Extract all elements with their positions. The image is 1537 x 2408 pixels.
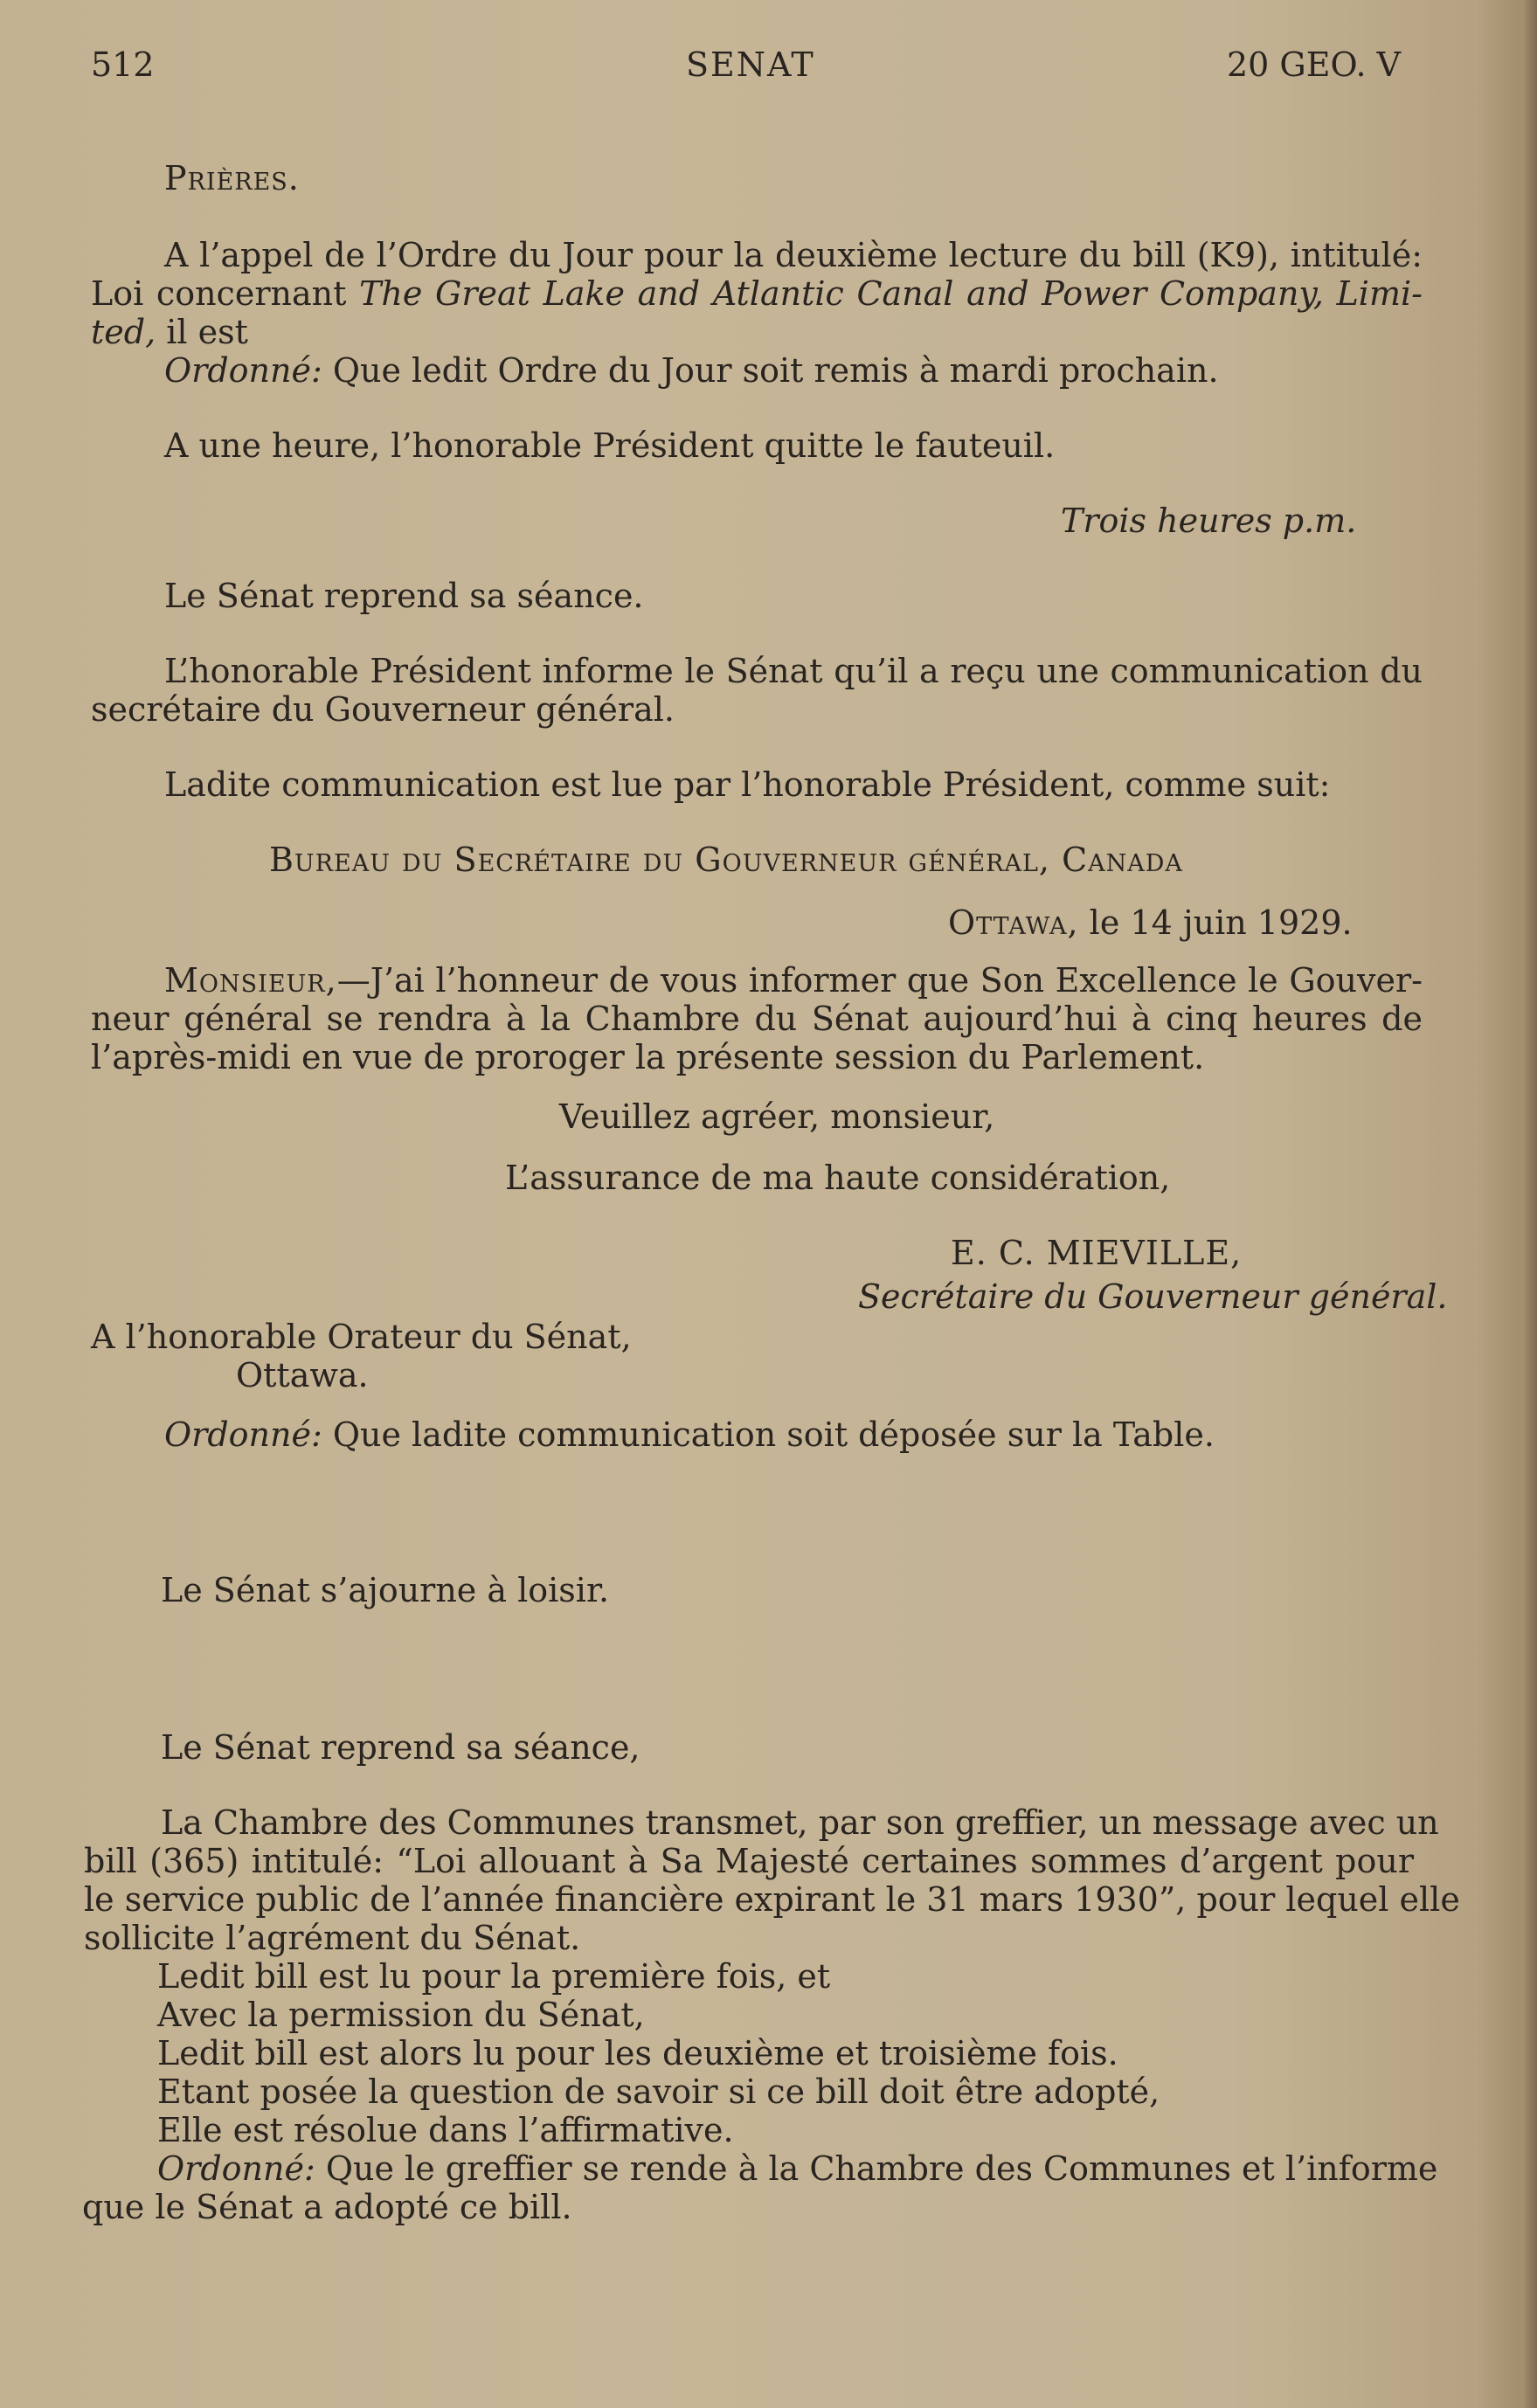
p7: Le Sénat s’ajourne à loisir. bbox=[161, 1571, 610, 1609]
p6-order-text: Que ladite communication soit déposée sur la Table. bbox=[322, 1415, 1215, 1454]
p9-line2: bill (365) intitulé: “Loi allouant à Sa Majesté certaines sommes d’argent pour bbox=[84, 1842, 1414, 1880]
p5: Ladite communication est lue par l’honorable Président, comme suit: bbox=[164, 765, 1331, 804]
p6-order bbox=[164, 1415, 1215, 1454]
signatory: E. C. MIEVILLE, bbox=[951, 1234, 1243, 1272]
company-name: The Great Lake and Atlantic Canal and Power Company, Limi- bbox=[359, 274, 1423, 313]
signatory-title: Secrétaire du Gouverneur général. bbox=[858, 1277, 1448, 1316]
p2: A une heure, l’honorable Président quitte le fauteuil. bbox=[164, 426, 1056, 465]
prayers-heading: Prières. bbox=[164, 159, 300, 197]
letter-date: le 14 juin 1929. bbox=[1078, 903, 1353, 942]
p9-line3: le service public de l’année financière expirant le 31 mars 1930”, pour lequel elle bbox=[84, 1880, 1460, 1919]
p4-line2: secrétaire du Gouverneur général. bbox=[91, 690, 675, 729]
p1-line2-text: Loi concernant bbox=[91, 274, 360, 313]
p1-line3-text: il est bbox=[156, 313, 248, 351]
regnal-year: 20 GEO. V bbox=[1227, 45, 1402, 84]
p15-line2: que le Sénat a adopté ce bill. bbox=[82, 2188, 572, 2226]
page-number: 512 bbox=[91, 45, 155, 84]
p8: Le Sénat reprend sa séance, bbox=[161, 1728, 640, 1767]
p13: Etant posée la question de savoir si ce bill doit être adopté, bbox=[157, 2072, 1160, 2111]
letter-place: Ottawa, bbox=[948, 903, 1079, 942]
company-name-end: ted, bbox=[91, 313, 156, 351]
letter-salutation: Monsieur, bbox=[164, 961, 337, 1000]
p9-line1: La Chambre des Communes transmet, par son greffier, un message avec un bbox=[161, 1803, 1439, 1842]
running-title: SENAT bbox=[686, 45, 815, 84]
addressee-line1: A l’honorable Orateur du Sénat, bbox=[91, 1318, 632, 1356]
p1-line1: A l’appel de l’Ordre du Jour pour la deuxième lecture du bill (K9), intitulé: bbox=[164, 236, 1423, 274]
letter-line3: l’après-midi en vue de proroger la présente session du Parlement. bbox=[91, 1038, 1205, 1076]
letter-line2: neur général se rendra à la Chambre du Sénat aujourd’hui à cinq heures de bbox=[91, 1000, 1423, 1038]
letter-head: Bureau du Secrétaire du Gouverneur général, Canada bbox=[269, 841, 1183, 879]
ordonne-label: Ordonné: bbox=[164, 1415, 322, 1454]
p4-line1: L’honorable Président informe le Sénat qu’il a reçu une communication du bbox=[164, 652, 1423, 690]
time-heading: Trois heures p.m. bbox=[1061, 502, 1357, 540]
p1-line2 bbox=[91, 274, 1423, 313]
p9-line4: sollicite l’agrément du Sénat. bbox=[84, 1919, 581, 1957]
p3: Le Sénat reprend sa séance. bbox=[164, 577, 644, 615]
p1-order bbox=[164, 351, 1219, 390]
page-edge bbox=[1521, 0, 1537, 2408]
p10: Ledit bill est lu pour la première fois, et bbox=[157, 1957, 831, 1996]
p15-line1 bbox=[157, 2149, 1438, 2188]
p14: Elle est résolue dans l’affirmative. bbox=[157, 2111, 734, 2149]
letter-line1-text: —J’ai l’honneur de vous informer que Son Excellence le Gouver- bbox=[336, 961, 1423, 1000]
letter-dateline bbox=[948, 903, 1353, 942]
addressee-line2: Ottawa. bbox=[236, 1356, 369, 1394]
letter-line1 bbox=[164, 961, 1423, 1000]
letter-close2: L’assurance de ma haute considération, bbox=[505, 1159, 1171, 1197]
p1-line3 bbox=[91, 313, 248, 351]
letter-close1: Veuillez agréer, monsieur, bbox=[559, 1097, 995, 1136]
ordonne-label: Ordonné: bbox=[157, 2149, 315, 2188]
p12: Ledit bill est alors lu pour les deuxième et troisième fois. bbox=[157, 2034, 1118, 2072]
ordonne-label: Ordonné: bbox=[164, 351, 322, 390]
p1-order-text: Que ledit Ordre du Jour soit remis à mardi prochain. bbox=[322, 351, 1219, 390]
p11: Avec la permission du Sénat, bbox=[157, 1996, 645, 2034]
p15-order-text: Que le greffier se rende à la Chambre des Communes et l’informe bbox=[315, 2149, 1438, 2188]
